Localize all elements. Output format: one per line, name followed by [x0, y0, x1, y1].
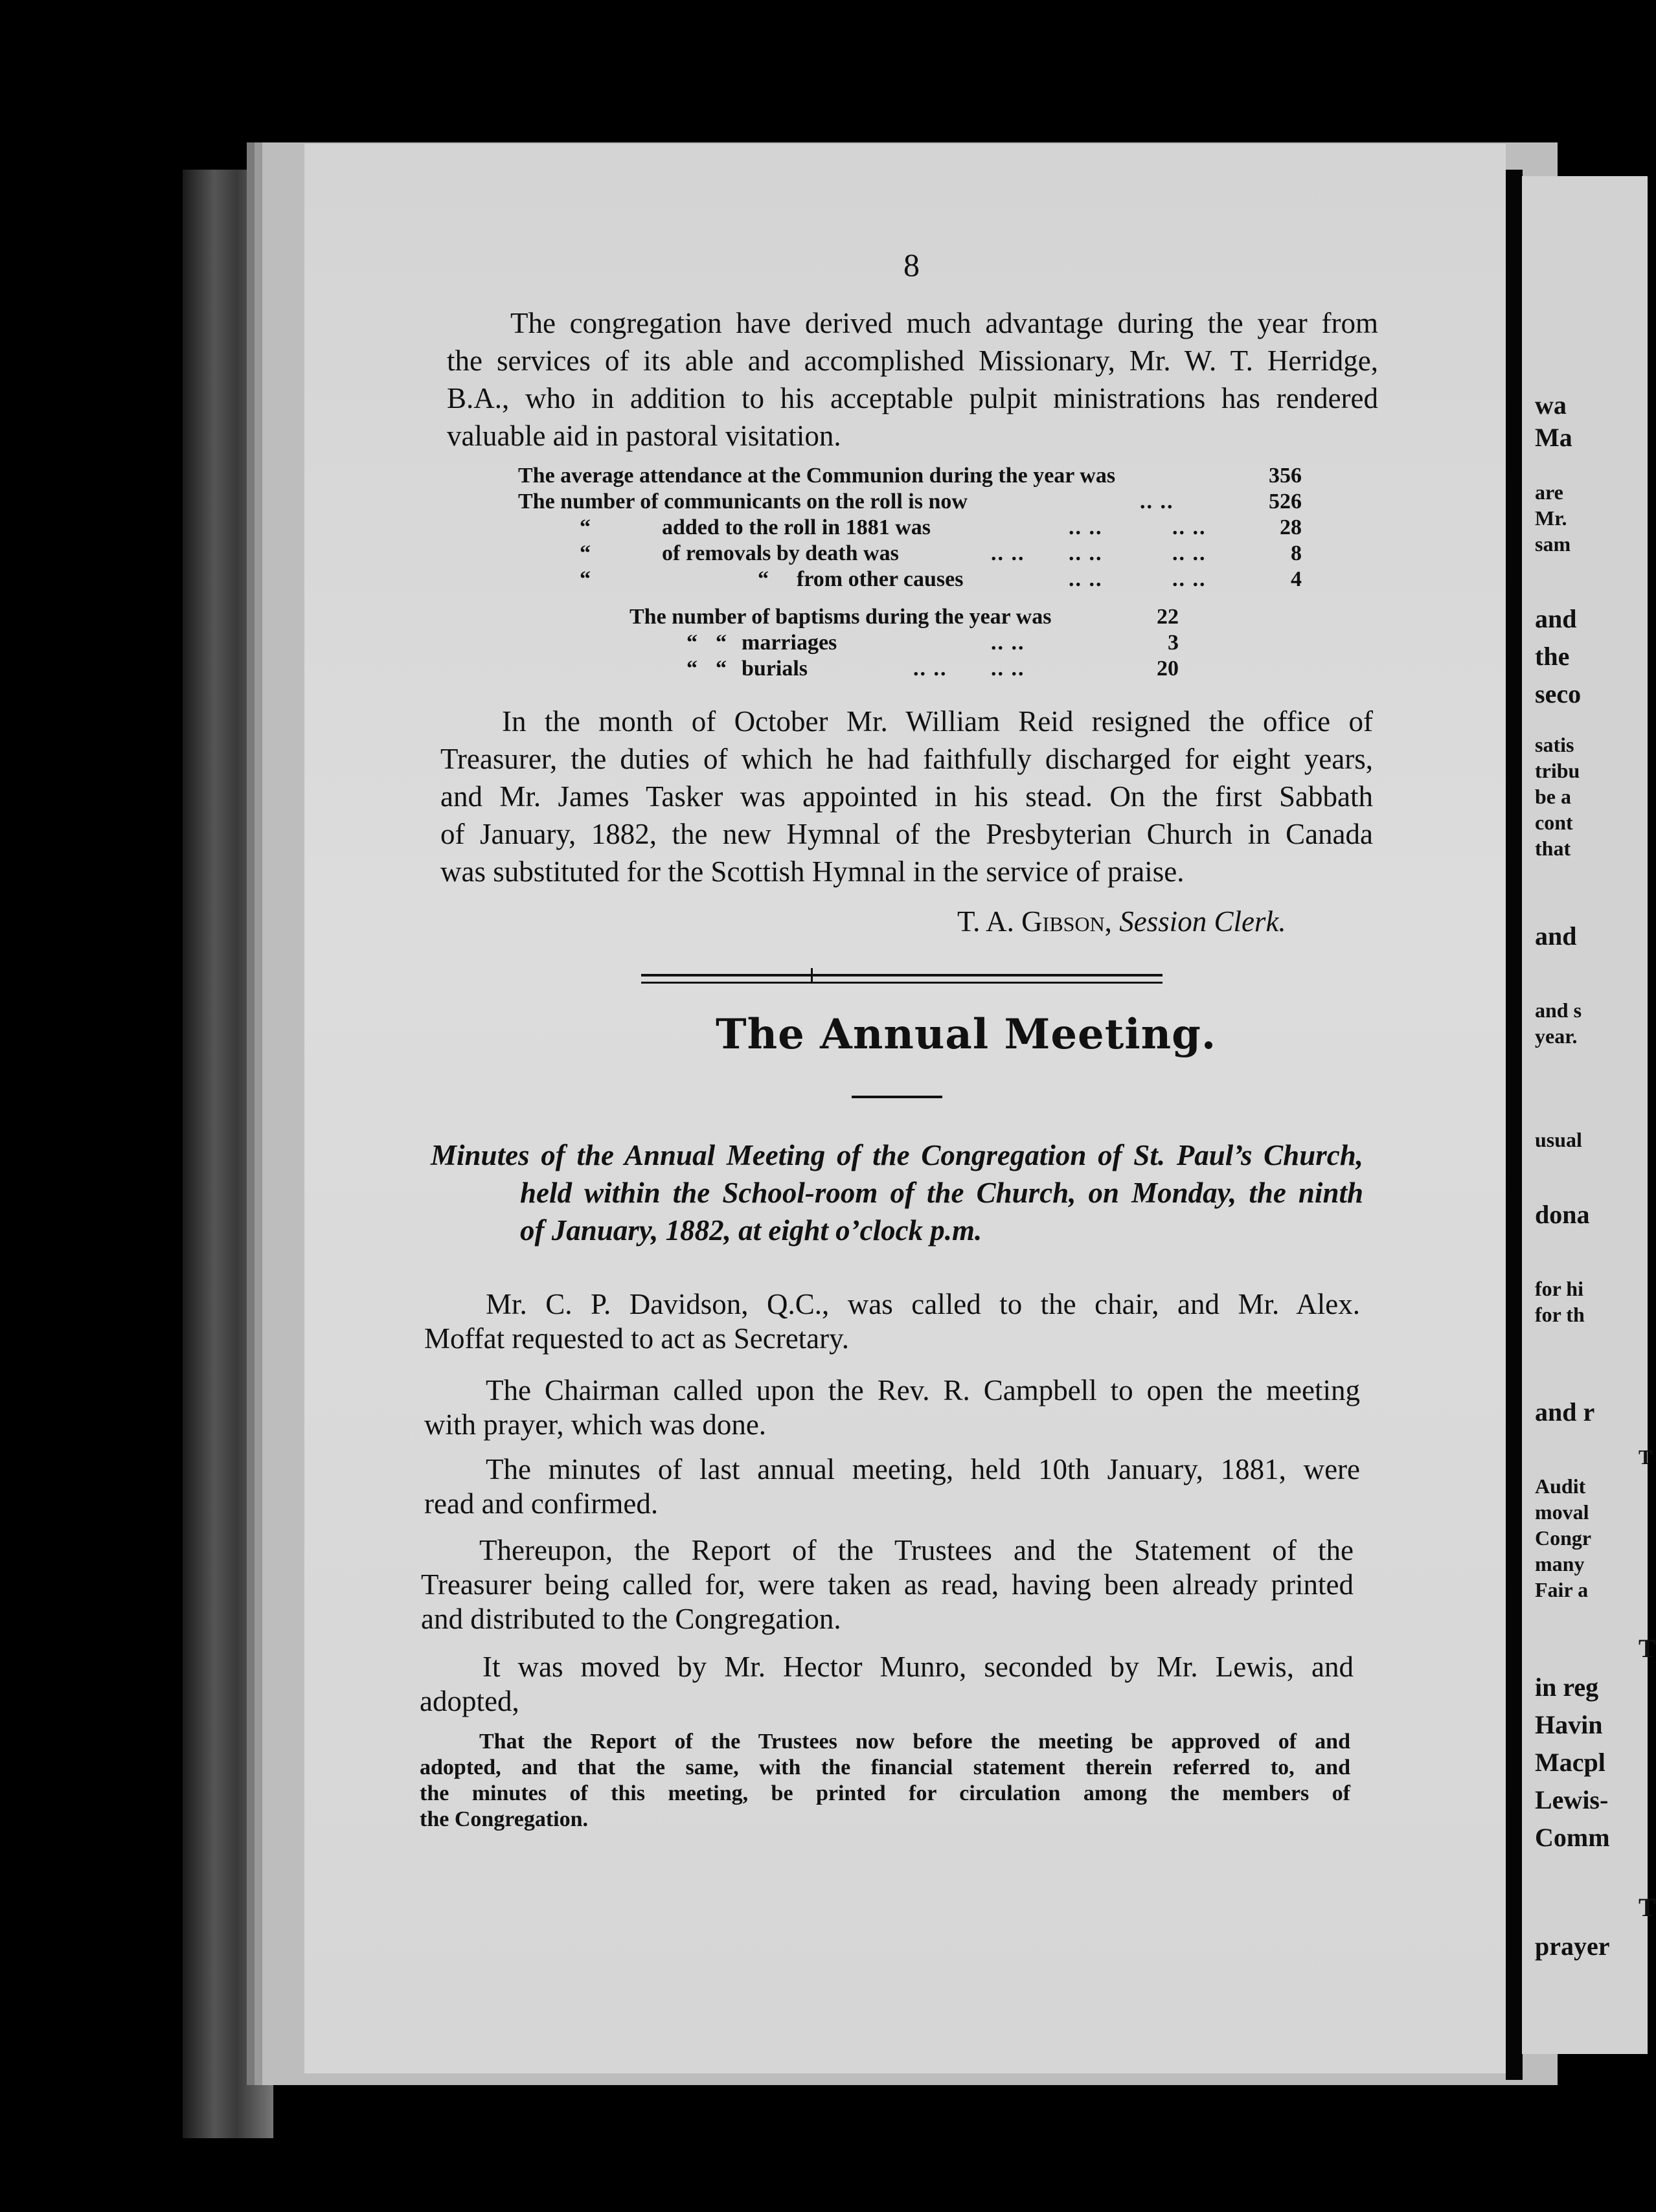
- fragment: Havin: [1535, 1710, 1603, 1739]
- stat-value: 3: [1168, 631, 1179, 655]
- leader-dots: .. ..: [1172, 567, 1207, 591]
- stat-value: 4: [1291, 567, 1302, 591]
- paragraph-line: was substituted for the Scottish Hymnal in the service of praise.: [440, 855, 1185, 888]
- fragment: seco: [1535, 679, 1582, 708]
- fragment: many: [1535, 1552, 1585, 1575]
- minutes-intro-line: Minutes of the Annual Meeting of the Congregation of St. Paul’s Church,: [431, 1139, 1363, 1171]
- resolution-line: the Congregation.: [420, 1807, 589, 1831]
- fragment: moval: [1535, 1500, 1589, 1524]
- fragment: and s: [1535, 999, 1582, 1022]
- ditto-mark: “: [580, 541, 591, 565]
- fragment: and r: [1535, 1397, 1595, 1427]
- fragment: T: [1639, 1634, 1656, 1663]
- leader-dots: .. ..: [1172, 541, 1207, 565]
- ditto-mark: “: [758, 567, 769, 591]
- paragraph-line: valuable aid in pastoral visitation.: [447, 420, 841, 452]
- paragraph-line: and Mr. James Tasker was appointed in his stead. On the first Sabbath: [440, 780, 1373, 813]
- leader-dots: .. ..: [991, 541, 1025, 565]
- ditto-mark: “: [716, 631, 727, 655]
- resolution-line: adopted, and that the same, with the financial statement therein referred to, and: [420, 1755, 1350, 1779]
- paragraph-line: Treasurer being called for, were taken as read, having been already printed: [421, 1568, 1354, 1601]
- stat-value: 22: [1157, 605, 1179, 629]
- leader-dots: .. ..: [1172, 515, 1207, 539]
- stat-label: from other causes: [797, 567, 964, 591]
- section-heading: The Annual Meeting.: [716, 1010, 1217, 1059]
- fragment: sam: [1535, 532, 1571, 556]
- fragment: usual: [1535, 1128, 1582, 1151]
- fragment: prayer: [1535, 1932, 1610, 1961]
- divider-mark: [811, 968, 813, 984]
- fragment: in reg: [1535, 1673, 1599, 1702]
- stat-label: The number of communicants on the roll is now: [518, 490, 968, 514]
- fragment: year.: [1535, 1024, 1578, 1048]
- paragraph-line: read and confirmed.: [424, 1487, 659, 1520]
- fragment: Fair a: [1535, 1578, 1589, 1601]
- paragraph-line: with prayer, which was done.: [424, 1408, 767, 1441]
- paragraph-line: Thereupon, the Report of the Trustees and the Statement of the: [479, 1534, 1354, 1566]
- fragment: are: [1535, 480, 1563, 504]
- fragment: Macpl: [1535, 1748, 1605, 1777]
- ditto-mark: “: [580, 515, 591, 539]
- divider-rule: [641, 982, 1163, 984]
- fragment: Audit: [1535, 1474, 1586, 1498]
- leader-dots: .. ..: [1069, 567, 1103, 591]
- fragment: dona: [1535, 1200, 1590, 1229]
- fragment: T: [1639, 1893, 1656, 1922]
- stat-label: burials: [742, 657, 808, 681]
- paragraph-line: adopted,: [420, 1685, 519, 1717]
- fragment: Lewis-: [1535, 1785, 1609, 1814]
- paragraph-line: Mr. C. P. Davidson, Q.C., was called to the chair, and Mr. Alex.: [486, 1288, 1360, 1320]
- fragment: Congr: [1535, 1526, 1592, 1550]
- stat-value: 28: [1280, 515, 1302, 539]
- stat-label: added to the roll in 1881 was: [662, 515, 931, 539]
- leader-dots: .. ..: [991, 631, 1025, 655]
- fragment: and: [1535, 921, 1577, 951]
- paragraph-line: It was moved by Mr. Hector Munro, seconded by Mr. Lewis, and: [482, 1651, 1354, 1683]
- fragment: that: [1535, 837, 1571, 860]
- stat-value: 20: [1157, 657, 1179, 681]
- fragment: T: [1639, 1445, 1653, 1469]
- paragraph-line: Treasurer, the duties of which he had faithfully discharged for eight years,: [440, 743, 1373, 775]
- ditto-mark: “: [580, 567, 591, 591]
- ditto-mark: “: [686, 657, 698, 681]
- paragraph-line: Moffat requested to act as Secretary.: [424, 1322, 849, 1355]
- minutes-intro-line: of January, 1882, at eight o’clock p.m.: [520, 1214, 982, 1247]
- minutes-intro-line: held within the School-room of the Church, on Monday, the ninth: [520, 1177, 1363, 1209]
- leader-dots: .. ..: [1069, 541, 1103, 565]
- signature: [957, 905, 1286, 938]
- paragraph-line: The minutes of last annual meeting, held 10th January, 1881, were: [486, 1453, 1360, 1485]
- fragment: Ma: [1535, 423, 1572, 452]
- stat-value: 526: [1269, 490, 1302, 514]
- fragment: tribu: [1535, 759, 1580, 782]
- paragraph-line: of January, 1882, the new Hymnal of the Presbyterian Church in Canada: [440, 818, 1373, 850]
- fragment: and: [1535, 604, 1577, 633]
- fragment: cont: [1535, 811, 1573, 834]
- fragment: be a: [1535, 785, 1571, 808]
- stat-value: 356: [1269, 464, 1302, 488]
- ditto-mark: “: [686, 631, 698, 655]
- divider-rule: [641, 974, 1163, 976]
- stat-label: The number of baptisms during the year was: [630, 605, 1052, 629]
- fragment: for th: [1535, 1303, 1585, 1326]
- paragraph-line: The congregation have derived much advantage during the year from: [510, 307, 1378, 339]
- paragraph-line: In the month of October Mr. William Reid resigned the office of: [502, 705, 1373, 738]
- fragment: Comm: [1535, 1823, 1610, 1852]
- leader-dots: .. ..: [913, 657, 947, 681]
- fragment: for hi: [1535, 1277, 1583, 1300]
- ditto-mark: “: [716, 657, 727, 681]
- fragment: Mr.: [1535, 506, 1567, 530]
- leader-dots: .. ..: [991, 657, 1025, 681]
- paragraph-line: the services of its able and accomplished Missionary, Mr. W. T. Herridge,: [447, 344, 1378, 377]
- paragraph-line: The Chairman called upon the Rev. R. Campbell to open the meeting: [486, 1374, 1360, 1406]
- signature-title: Session Clerk.: [1119, 905, 1286, 938]
- fragment: satis: [1535, 733, 1574, 756]
- resolution-line: That the Report of the Trustees now before the meeting be approved of and: [479, 1730, 1350, 1754]
- paragraph-line: B.A., who in addition to his acceptable pulpit ministrations has rendered: [447, 382, 1378, 414]
- stat-label: marriages: [742, 631, 837, 655]
- resolution-line: the minutes of this meeting, be printed for circulation among the members of: [420, 1781, 1350, 1805]
- fragment: the: [1535, 642, 1570, 671]
- fragment: wa: [1535, 390, 1567, 420]
- signature-name: T. A. Gibson,: [957, 905, 1112, 938]
- heading-underline: [852, 1096, 942, 1098]
- stat-label: The average attendance at the Communion during the year was: [518, 464, 1116, 488]
- paragraph-line: and distributed to the Congregation.: [421, 1603, 841, 1635]
- leader-dots: .. ..: [1140, 490, 1174, 514]
- stat-value: 8: [1291, 541, 1302, 565]
- stat-label: of removals by death was: [662, 541, 899, 565]
- leader-dots: .. ..: [1069, 515, 1103, 539]
- page-number: 8: [903, 247, 920, 283]
